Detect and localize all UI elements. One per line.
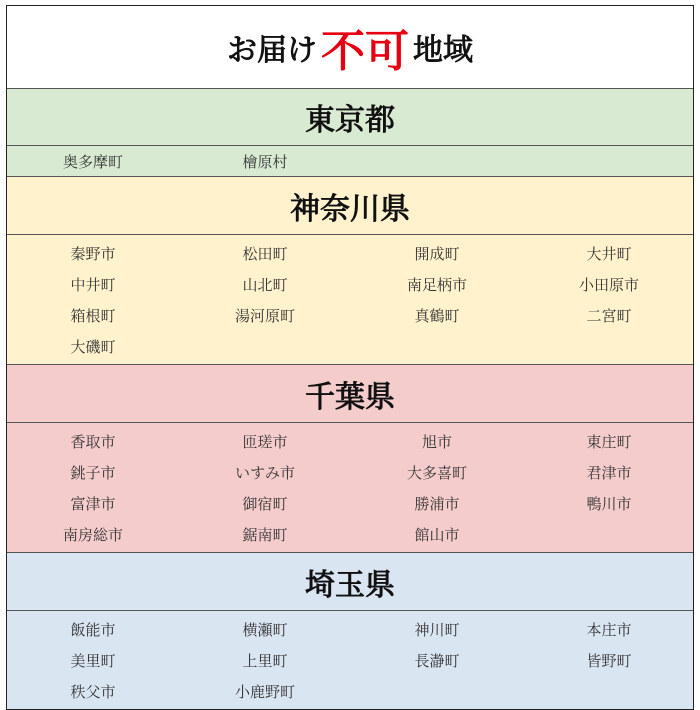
area-name: 香取市: [70, 433, 116, 451]
area-name: 南足柄市: [406, 276, 467, 294]
area-name: 大井町: [586, 245, 632, 263]
prefecture-area-list: [7, 611, 693, 709]
prefecture-heading-saitama: 埼玉県: [7, 553, 693, 611]
title-suffix: 地域: [413, 33, 473, 68]
prefecture-heading-chiba: 千葉県: [7, 365, 693, 423]
title-prefix: お届け: [227, 33, 317, 68]
prefecture-area-list: [7, 235, 693, 364]
area-name: 東庄町: [586, 433, 632, 451]
area-name: 秦野市: [70, 245, 116, 263]
prefecture-section-tokyo: [7, 89, 693, 177]
area-name: 本庄市: [586, 621, 632, 639]
area-name: 館山市: [414, 526, 460, 544]
area-name: 二宮町: [586, 307, 632, 325]
area-name: 山北町: [242, 276, 288, 294]
area-name: 銚子市: [70, 464, 116, 482]
prefecture-section-kanagawa: [7, 177, 693, 365]
area-row: [7, 488, 693, 519]
area-name: 松田町: [242, 245, 288, 263]
area-name: 鋸南町: [242, 526, 288, 544]
area-name: 奥多摩町: [62, 152, 123, 171]
area-name: 小田原市: [578, 276, 639, 294]
prefecture-heading-tokyo: 東京都: [7, 89, 693, 146]
area-name: 長瀞町: [414, 652, 460, 670]
area-row: [7, 645, 693, 676]
prefecture-area-list: [7, 423, 693, 552]
area-name: 横瀬町: [242, 621, 288, 639]
area-row: [7, 300, 693, 331]
area-row: [7, 269, 693, 300]
area-name: 旭市: [421, 433, 452, 451]
area-row: [7, 238, 693, 269]
prefecture-heading-kanagawa: 神奈川県: [7, 177, 693, 235]
area-name: 上里町: [242, 652, 288, 670]
delivery-area-table: [6, 5, 694, 710]
area-name: 皆野町: [586, 652, 632, 670]
area-name: 大磯町: [70, 338, 116, 356]
area-name: 美里町: [70, 652, 116, 670]
area-name: 匝瑳市: [242, 433, 288, 451]
area-name: 飯能市: [70, 621, 116, 639]
area-row: [7, 519, 693, 550]
area-row: [7, 146, 693, 176]
area-name: 君津市: [586, 464, 632, 482]
area-name: 大多喜町: [406, 464, 467, 482]
area-name: 神川町: [414, 621, 460, 639]
area-name: 富津市: [70, 495, 116, 513]
area-name: 檜原村: [242, 152, 288, 171]
area-name: 御宿町: [242, 495, 288, 513]
prefecture-area-list: [7, 146, 693, 176]
area-row: [7, 457, 693, 488]
title-emphasis: 不可: [321, 26, 409, 77]
area-name: 開成町: [414, 245, 460, 263]
area-name: いすみ市: [234, 464, 295, 482]
area-name: 鴨川市: [586, 495, 632, 513]
area-row: [7, 614, 693, 645]
area-row: [7, 331, 693, 362]
area-name: 秩父市: [70, 683, 116, 701]
area-name: 真鶴町: [414, 307, 460, 325]
area-name: 中井町: [70, 276, 116, 294]
page-title: [7, 6, 693, 89]
area-name: 小鹿野町: [234, 683, 295, 701]
prefecture-section-chiba: [7, 365, 693, 553]
area-name: 箱根町: [70, 307, 116, 325]
prefecture-section-saitama: [7, 553, 693, 709]
area-row: [7, 676, 693, 707]
area-name: 南房総市: [62, 526, 123, 544]
area-row: [7, 426, 693, 457]
area-name: 勝浦市: [414, 495, 460, 513]
area-name: 湯河原町: [234, 307, 295, 325]
